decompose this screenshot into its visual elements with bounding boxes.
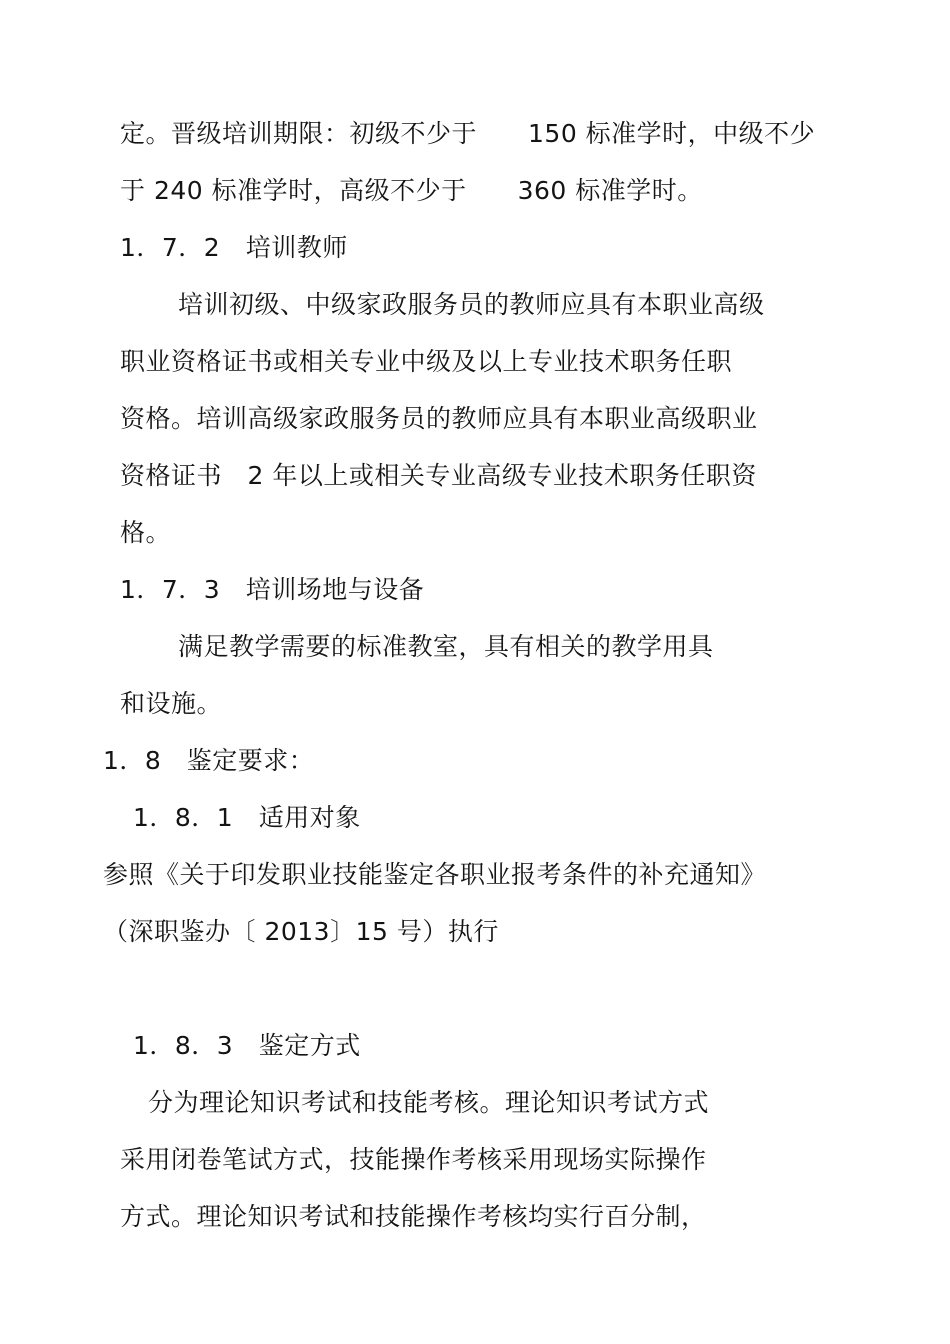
text-line-7: 资格证书 2 年以上或相关专业高级专业技术职务任职资	[120, 461, 757, 490]
text-line-17: 分为理论知识考试和技能考核。理论知识考试方式	[148, 1088, 710, 1117]
text-line-11: 和设施。	[120, 689, 223, 718]
text-line-19: 方式。理论知识考试和技能操作考核均实行百分制，	[120, 1202, 707, 1231]
section-heading-1-7-2: 1．7．2 培训教师	[120, 233, 348, 262]
text-line-6: 资格。培训高级家政服务员的教师应具有本职业高级职业	[120, 404, 758, 433]
section-heading-1-8: 1．8 鉴定要求：	[103, 746, 315, 775]
text-line-15: （深职鉴办〔 2013〕15 号）执行	[103, 917, 499, 946]
section-heading-1-7-3: 1．7．3 培训场地与设备	[120, 575, 425, 604]
text-line-14: 参照《关于印发职业技能鉴定各职业报考条件的补充通知》	[103, 860, 767, 889]
text-line-2: 于 240 标准学时，高级不少于 360 标准学时。	[120, 176, 703, 205]
text-line-8: 格。	[120, 518, 172, 547]
text-line-18: 采用闭卷笔试方式，技能操作考核采用现场实际操作	[120, 1145, 707, 1174]
section-heading-1-8-3: 1．8．3 鉴定方式	[133, 1031, 361, 1060]
text-line-10: 满足教学需要的标准教室，具有相关的教学用具	[178, 632, 714, 661]
text-line-5: 职业资格证书或相关专业中级及以上专业技术职务任职	[120, 347, 733, 376]
section-heading-1-8-1: 1．8．1 适用对象	[133, 803, 361, 832]
text-line-1: 定。晋级培训期限：初级不少于 150 标准学时，中级不少	[120, 119, 816, 148]
text-line-4: 培训初级、中级家政服务员的教师应具有本职业高级	[178, 290, 765, 319]
